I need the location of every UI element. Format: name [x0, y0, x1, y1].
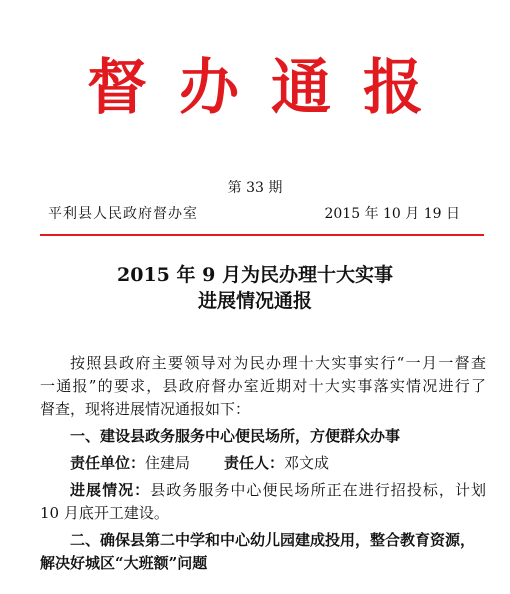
progress-text-1: 县政务服务中心便民场所正在进行招投标，计划: [150, 481, 486, 499]
progress-label: 进展情况：: [70, 481, 151, 499]
intro-line-3: 督查，现将进展情况通报如下：: [40, 400, 251, 418]
responsible-unit-value: 住建局: [145, 454, 191, 472]
responsible-person-label: 责任人：: [224, 454, 285, 472]
section-1-progress: [40, 479, 486, 502]
issue-number: 第 33 期: [227, 180, 283, 196]
masthead-title: 督办通报: [87, 53, 455, 123]
progress-line-2: 10 月底开工建设。: [40, 504, 169, 522]
title-line-2: 进展情况通报: [197, 290, 312, 312]
issuing-office: 平利县人民政府督办室: [48, 206, 198, 222]
issue-date: 2015 年 10 月 19 日: [324, 206, 460, 222]
section-1-heading: 一、建设县政务服务中心便民场所，方便群众办事: [70, 427, 401, 445]
intro-line-1: 按照县政府主要领导对为民办理十大实事实行“一月一督查: [70, 354, 486, 372]
section-2-heading-line-2: 解决好城区“大班额”问题: [40, 554, 208, 572]
section-2-heading-line-1: 二、确保县第二中学和中心幼儿园建成投用，整合教育资源，: [70, 531, 476, 549]
responsible-person-value: 邓文成: [284, 454, 330, 472]
document-title: [0, 262, 510, 314]
section-1-responsibility: [40, 452, 486, 475]
responsible-unit-label: 责任单位：: [70, 454, 146, 472]
header-divider: [40, 234, 484, 236]
title-line-1: 2015 年 9 月为民办理十大实事: [117, 264, 393, 286]
document-body: [40, 352, 486, 575]
intro-line-2: 一通报”的要求，县政府督办室近期对十大实事落实情况进行了: [40, 377, 486, 395]
